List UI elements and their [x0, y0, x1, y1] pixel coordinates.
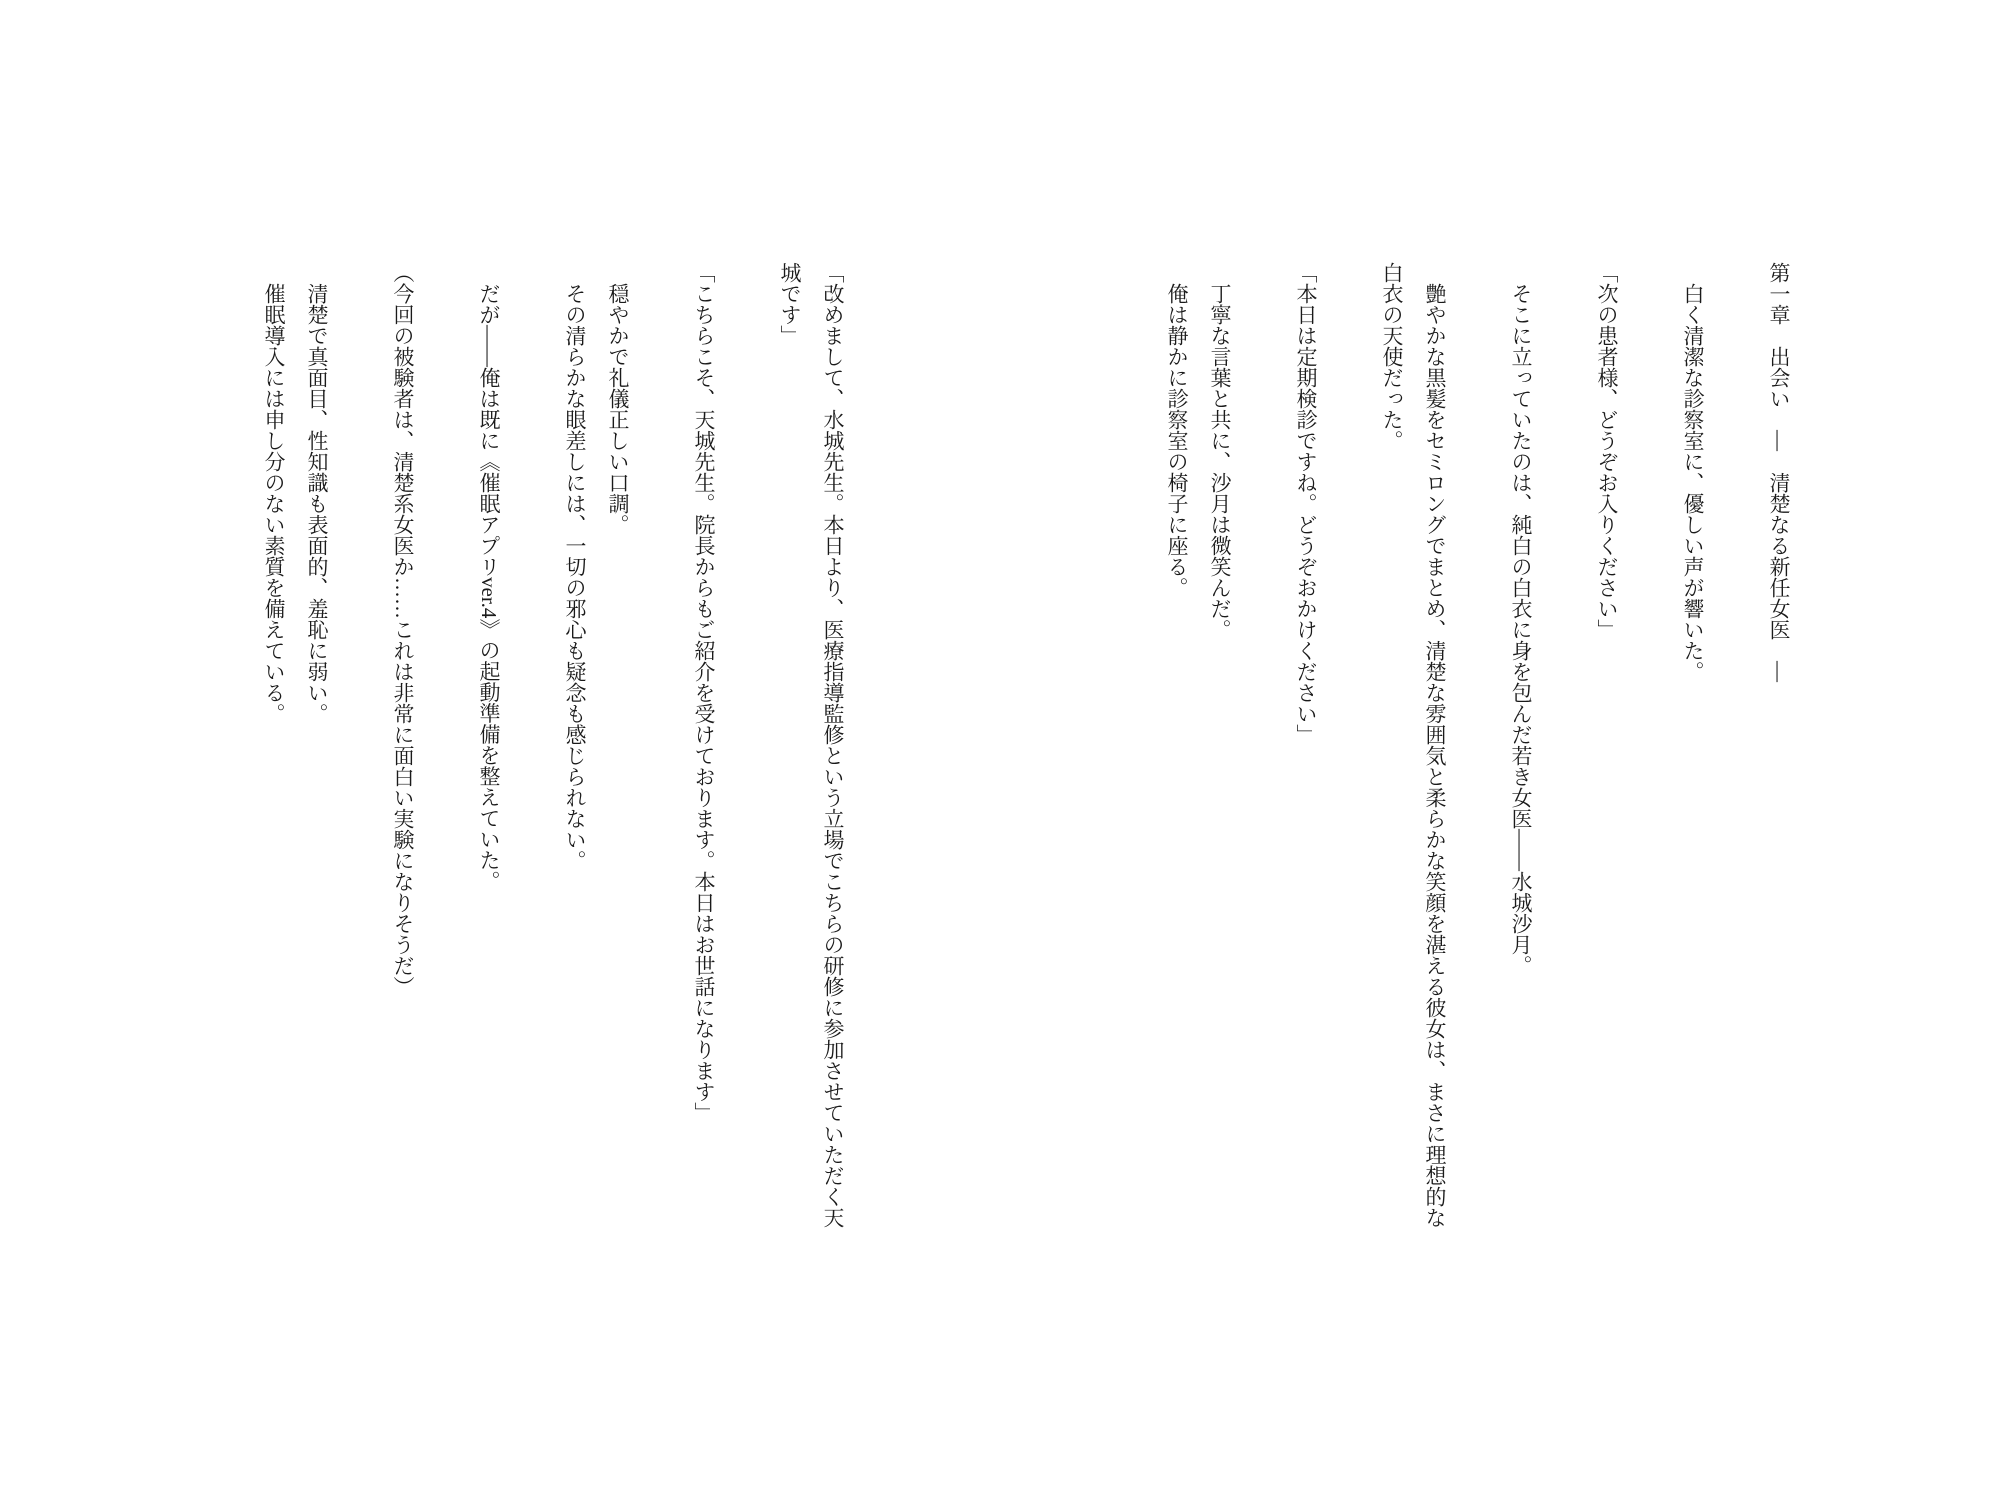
- blank-line: [854, 262, 897, 1228]
- blank-line: [940, 262, 983, 1228]
- blank-line: [725, 262, 768, 1228]
- blank-line: [1327, 262, 1370, 1228]
- narrative-paragraph: 白く清潔な診察室に、優しい声が響いた。: [1681, 283, 1705, 682]
- dialogue-paragraph: 「次の患者様、どうぞお入りください」: [1595, 262, 1619, 640]
- blank-line: [1241, 262, 1284, 1228]
- dialogue-paragraph: 「改めまして、水城先生。本日より、医療指導監修という立場でこちらの研修に参加させていただく天城です」: [778, 262, 845, 1228]
- blank-line: [1069, 262, 1112, 1228]
- narrative-paragraph: その清らかな眼差しには、一切の邪心も疑念も感じられない。: [563, 283, 587, 871]
- dialogue-paragraph: 「本日は定期検診ですね。どうぞおかけください」: [1294, 262, 1318, 745]
- narrative-paragraph: 穏やかで礼儀正しい口調。: [606, 283, 630, 535]
- narrative-paragraph: 清楚で真面目、性知識も表面的、羞恥に弱い。: [305, 283, 329, 724]
- dialogue-paragraph: 「こちらこそ、天城先生。院長からもご紹介を受けております。本日はお世話になります」: [692, 262, 716, 1123]
- blank-line: [1112, 262, 1155, 1228]
- blank-line: [639, 262, 682, 1228]
- dialogue-paragraph: （今回の被験者は、清楚系女医か……これは非常に面白い実験になりそうだ）: [391, 262, 415, 997]
- blank-line: [1628, 262, 1671, 1228]
- blank-line: [983, 262, 1026, 1228]
- narrative-paragraph: 艶やかな黒髪をセミロングでまとめ、清楚な雰囲気と柔らかな笑顔を湛える彼女は、まさに理想的な白衣の天使だった。: [1380, 262, 1447, 1228]
- blank-line: [510, 262, 553, 1228]
- blank-line: [338, 262, 381, 1228]
- blank-line: [897, 262, 940, 1228]
- blank-line: [1714, 262, 1757, 1228]
- chapter-title: 第一章 出会い ― 清楚なる新任女医 ―: [1767, 262, 1791, 682]
- blank-line: [1456, 262, 1499, 1228]
- narrative-paragraph: 俺は静かに診察室の椅子に座る。: [1165, 283, 1189, 598]
- narrative-paragraph: だが――俺は既に《催眠アプリver.4》の起動準備を整えていた。: [477, 283, 501, 892]
- narrative-paragraph: 催眠導入には申し分のない素質を備えている。: [262, 283, 286, 724]
- blank-line: [1026, 262, 1069, 1228]
- blank-line: [424, 262, 467, 1228]
- blank-line: [1542, 262, 1585, 1228]
- narrative-paragraph: そこに立っていたのは、純白の白衣に身を包んだ若き女医――水城沙月。: [1509, 283, 1533, 976]
- narrative-paragraph: 丁寧な言葉と共に、沙月は微笑んだ。: [1208, 283, 1232, 640]
- vertical-text-flow: [252, 262, 1800, 1228]
